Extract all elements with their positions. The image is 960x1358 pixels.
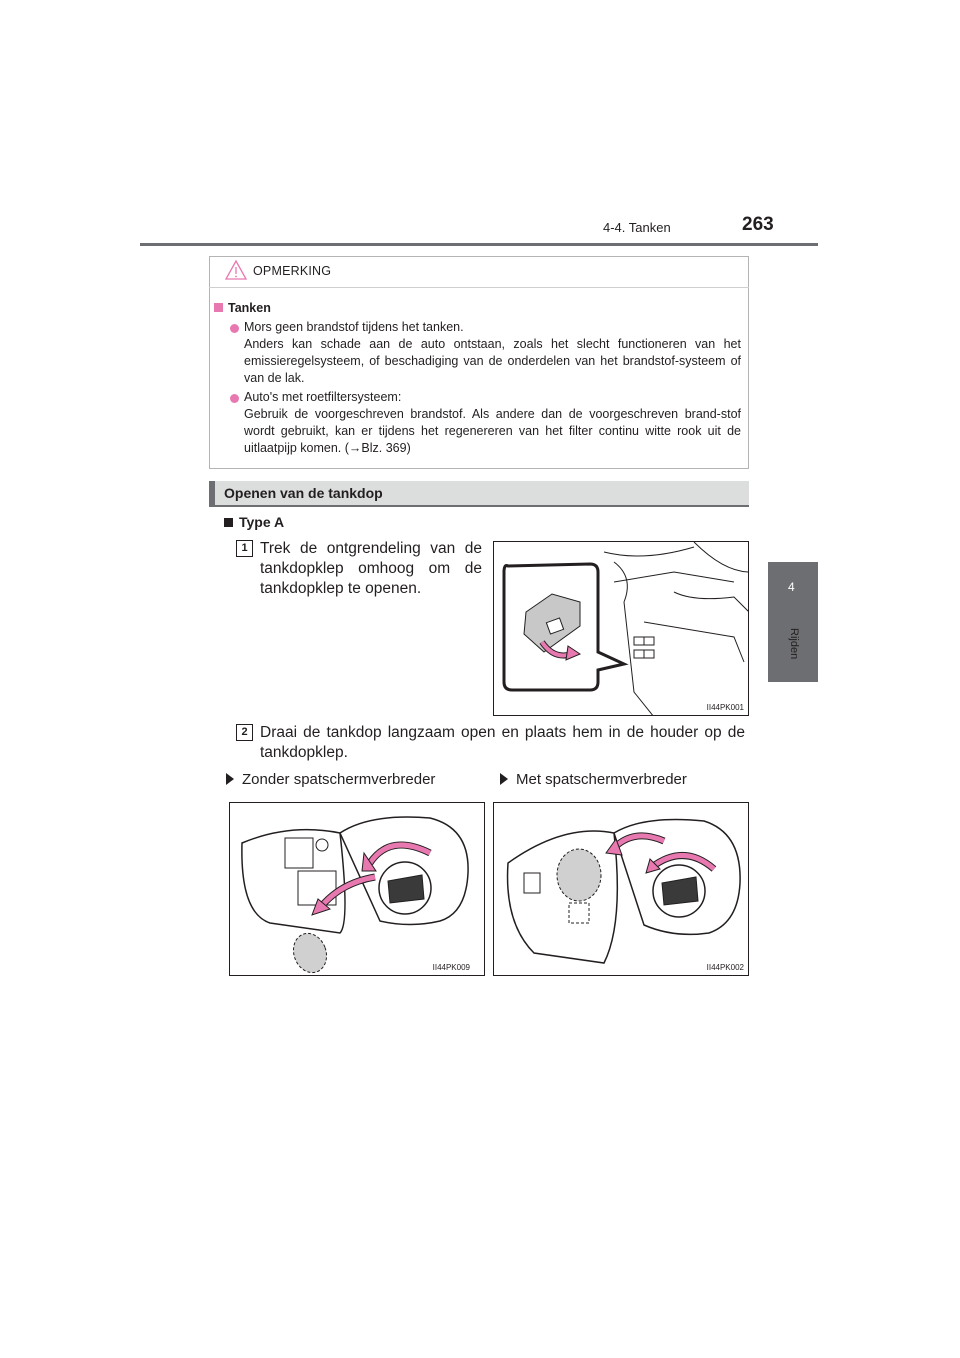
section-title: Openen van de tankdop: [224, 485, 383, 501]
square-bullet-icon: [224, 518, 233, 527]
dashboard-illustration: [494, 542, 749, 716]
chapter-label: Rijden: [788, 628, 800, 660]
figure-code: II44PK001: [706, 703, 744, 712]
caution-subtitle: Tanken: [214, 301, 271, 315]
caution-item-1: Mors geen brandstof tijdens het tanken. Anders kan schade aan de auto ontstaan, zoals het slecht functioneren van het emissieregelsysteem, of beschadiging van de onderdelen van het brandstof-systeem of van de lak.: [244, 320, 741, 385]
bullet-dot-icon: [230, 394, 239, 403]
variant-label-right: Met spatschermverbreder: [500, 771, 687, 788]
caution-item-2: Auto's met roetfiltersysteem: Gebruik de voorgeschreven brandstof. Als andere dan de voorgeschreven brand-stof wordt gebruikt, kan er tijdens het regenereren van het filter continu witte rook uit de uitlaatpijp komen. (→Blz. 369): [244, 390, 741, 455]
triangle-bullet-icon: [500, 773, 508, 785]
figure-without-fender-extension: [229, 802, 485, 976]
triangle-bullet-icon: [226, 773, 234, 785]
figure-fuel-door-release: [493, 541, 749, 716]
fuel-door-illustration-left: [230, 803, 485, 976]
bullet-dot-icon: [230, 324, 239, 333]
step-1-text: Trek de ontgrendeling van de tankdopklep omhoog om de tankdopklep te openen.: [260, 540, 482, 597]
page-number: 263: [742, 214, 774, 235]
square-bullet-icon: [214, 303, 223, 312]
figure-code: II44PK002: [706, 963, 744, 972]
figure-code: II44PK009: [432, 963, 470, 972]
type-a-heading: Type A: [224, 514, 284, 530]
header-rule: [140, 243, 818, 246]
step-number-1: 1: [236, 540, 253, 557]
warning-icon: [224, 258, 248, 282]
step-2-text: Draai de tankdop langzaam open en plaats hem in de houder op de tankdopklep.: [260, 724, 745, 761]
section-header: 4-4. Tanken: [603, 220, 671, 235]
section-bar-accent: [209, 481, 215, 507]
step-number-2: 2: [236, 724, 253, 741]
chapter-number: 4: [788, 580, 795, 594]
figure-with-fender-extension: [493, 802, 749, 976]
fuel-door-illustration-right: [494, 803, 749, 976]
variant-label-left: Zonder spatschermverbreder: [226, 771, 435, 788]
caution-title: OPMERKING: [253, 264, 332, 278]
